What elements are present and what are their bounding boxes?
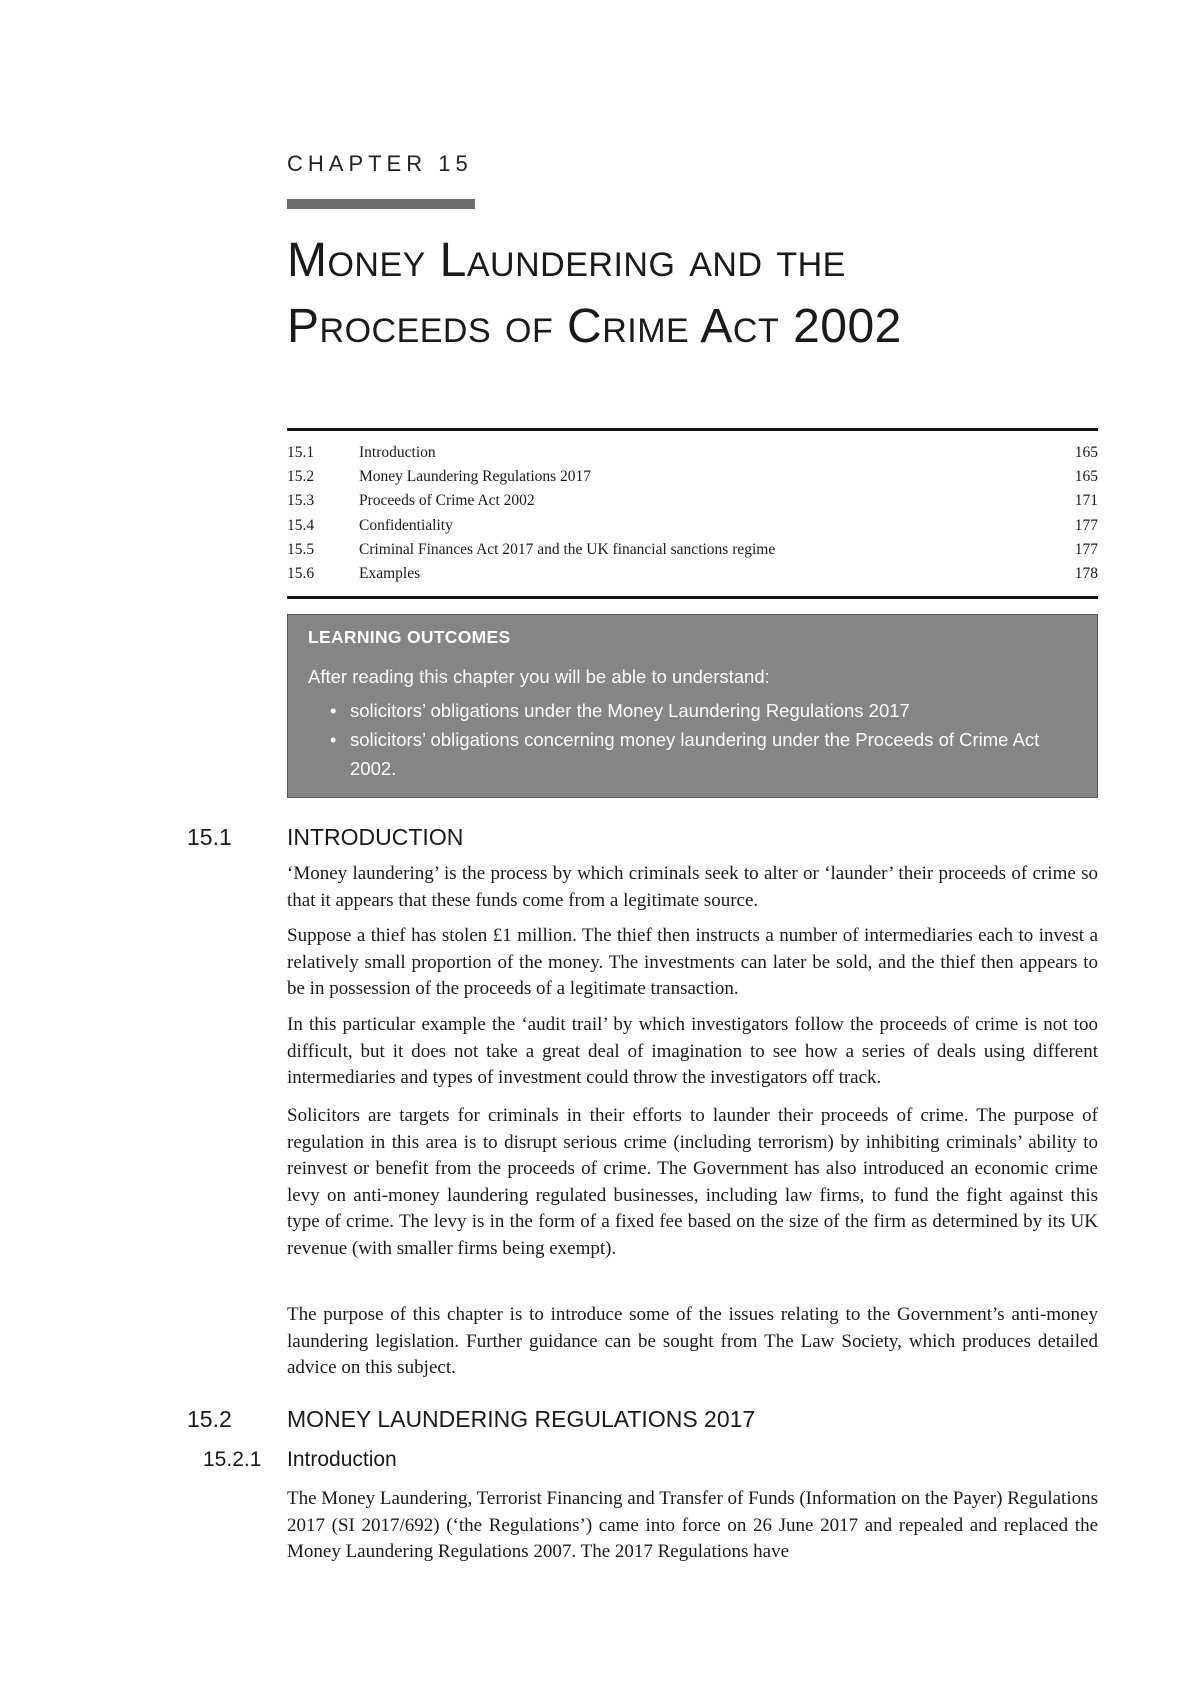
- chapter-title-line-2: Proceeds of Crime Act 2002: [287, 300, 902, 353]
- learning-outcomes-intro: After reading this chapter you will be able to understand:: [308, 666, 770, 687]
- toc-page: 165: [1074, 468, 1098, 486]
- toc-title: Introduction: [359, 444, 436, 462]
- toc-row[interactable]: [287, 441, 1098, 465]
- chapter-title: [287, 228, 1107, 360]
- toc-row[interactable]: [287, 514, 1098, 538]
- chapter-divider-bar: [287, 199, 475, 209]
- learning-outcome-item: • solicitors’ obligations concerning money laundering under the Proceeds of Crime Act 2002.: [330, 725, 1077, 783]
- toc-page: 165: [1074, 444, 1098, 462]
- paragraph: Solicitors are targets for criminals in their efforts to launder their proceeds of crime. The purpose of regulation in this area is to disrupt serious crime (including terrorism) by inhibiting criminals’ ability to reinvest or benefit from the proceeds of crime. The Government has also introduced an economic crime levy on anti-money laundering regulated businesses, including law firms, to fund the fight against this type of crime. The levy is in the form of a fixed fee based on the size of the firm as determined by its UK revenue (with smaller firms being exempt).: [287, 1105, 1098, 1259]
- toc-page: 178: [1074, 565, 1098, 583]
- chapter-label: CHAPTER 15: [287, 151, 473, 176]
- learning-outcomes-list: [308, 696, 1077, 783]
- toc-title: Proceeds of Crime Act 2002: [359, 492, 535, 510]
- toc-page: 177: [1074, 540, 1098, 558]
- toc-number: 15.2: [287, 468, 315, 486]
- toc-row[interactable]: [287, 538, 1098, 562]
- toc-number: 15.1: [287, 444, 315, 462]
- toc-title: Confidentiality: [359, 516, 453, 534]
- paragraph: In this particular example the ‘audit trail’ by which investigators follow the proceeds of crime is not too difficult, but it does not take a great deal of imagination to see how a series of deals using different intermediaries and types of investment could throw the investigators off track.: [287, 1014, 1098, 1089]
- toc-title: Examples: [359, 565, 421, 583]
- toc-row[interactable]: [287, 465, 1098, 489]
- toc-page: 171: [1074, 492, 1098, 510]
- toc-number: 15.5: [287, 540, 315, 558]
- paragraph: The purpose of this chapter is to introduce some of the issues relating to the Government’s anti-money laundering legislation. Further guidance can be sought from The Law Society, which produces detailed advice on this subject.: [287, 1304, 1098, 1379]
- table-of-contents: [287, 428, 1098, 599]
- learning-outcomes-box: [287, 614, 1098, 798]
- section-number: 15.2: [187, 1406, 232, 1432]
- toc-page: 177: [1074, 516, 1098, 534]
- subsection-number: 15.2.1: [203, 1448, 262, 1471]
- paragraph: The Money Laundering, Terrorist Financing and Transfer of Funds (Information on the Payer) Regulations 2017 (SI 2017/692) (‘the Regulations’) came into force on 26 June 2017 and repealed and replaced the Money Laundering Regulations 2007. The 2017 Regulations have: [287, 1488, 1098, 1563]
- toc-title: Money Laundering Regulations 2017: [359, 468, 592, 486]
- toc-number: 15.6: [287, 565, 315, 583]
- toc-row[interactable]: [287, 562, 1098, 586]
- toc-title: Criminal Finances Act 2017 and the UK financial sanctions regime: [359, 540, 776, 558]
- chapter-title-line-1: Money Laundering and the: [287, 234, 846, 287]
- learning-outcome-item: • solicitors’ obligations under the Money Laundering Regulations 2017: [330, 696, 1077, 725]
- section-heading: MONEY LAUNDERING REGULATIONS 2017: [287, 1406, 756, 1432]
- learning-outcomes-heading: LEARNING OUTCOMES: [308, 627, 511, 647]
- toc-number: 15.4: [287, 516, 315, 534]
- toc-row[interactable]: [287, 489, 1098, 513]
- subsection-heading: Introduction: [287, 1448, 397, 1471]
- paragraph: Suppose a thief has stolen £1 million. The thief then instructs a number of intermediaries each to invest a relatively small proportion of the money. The investments can later be sold, and the thief then appears to be in possession of the proceeds of a legitimate transaction.: [287, 925, 1098, 1000]
- section-number: 15.1: [187, 824, 232, 850]
- section-heading: INTRODUCTION: [287, 824, 464, 850]
- toc-number: 15.3: [287, 492, 315, 510]
- paragraph: ‘Money laundering’ is the process by which criminals seek to alter or ‘launder’ their proceeds of crime so that it appears that these funds come from a legitimate source.: [287, 863, 1098, 911]
